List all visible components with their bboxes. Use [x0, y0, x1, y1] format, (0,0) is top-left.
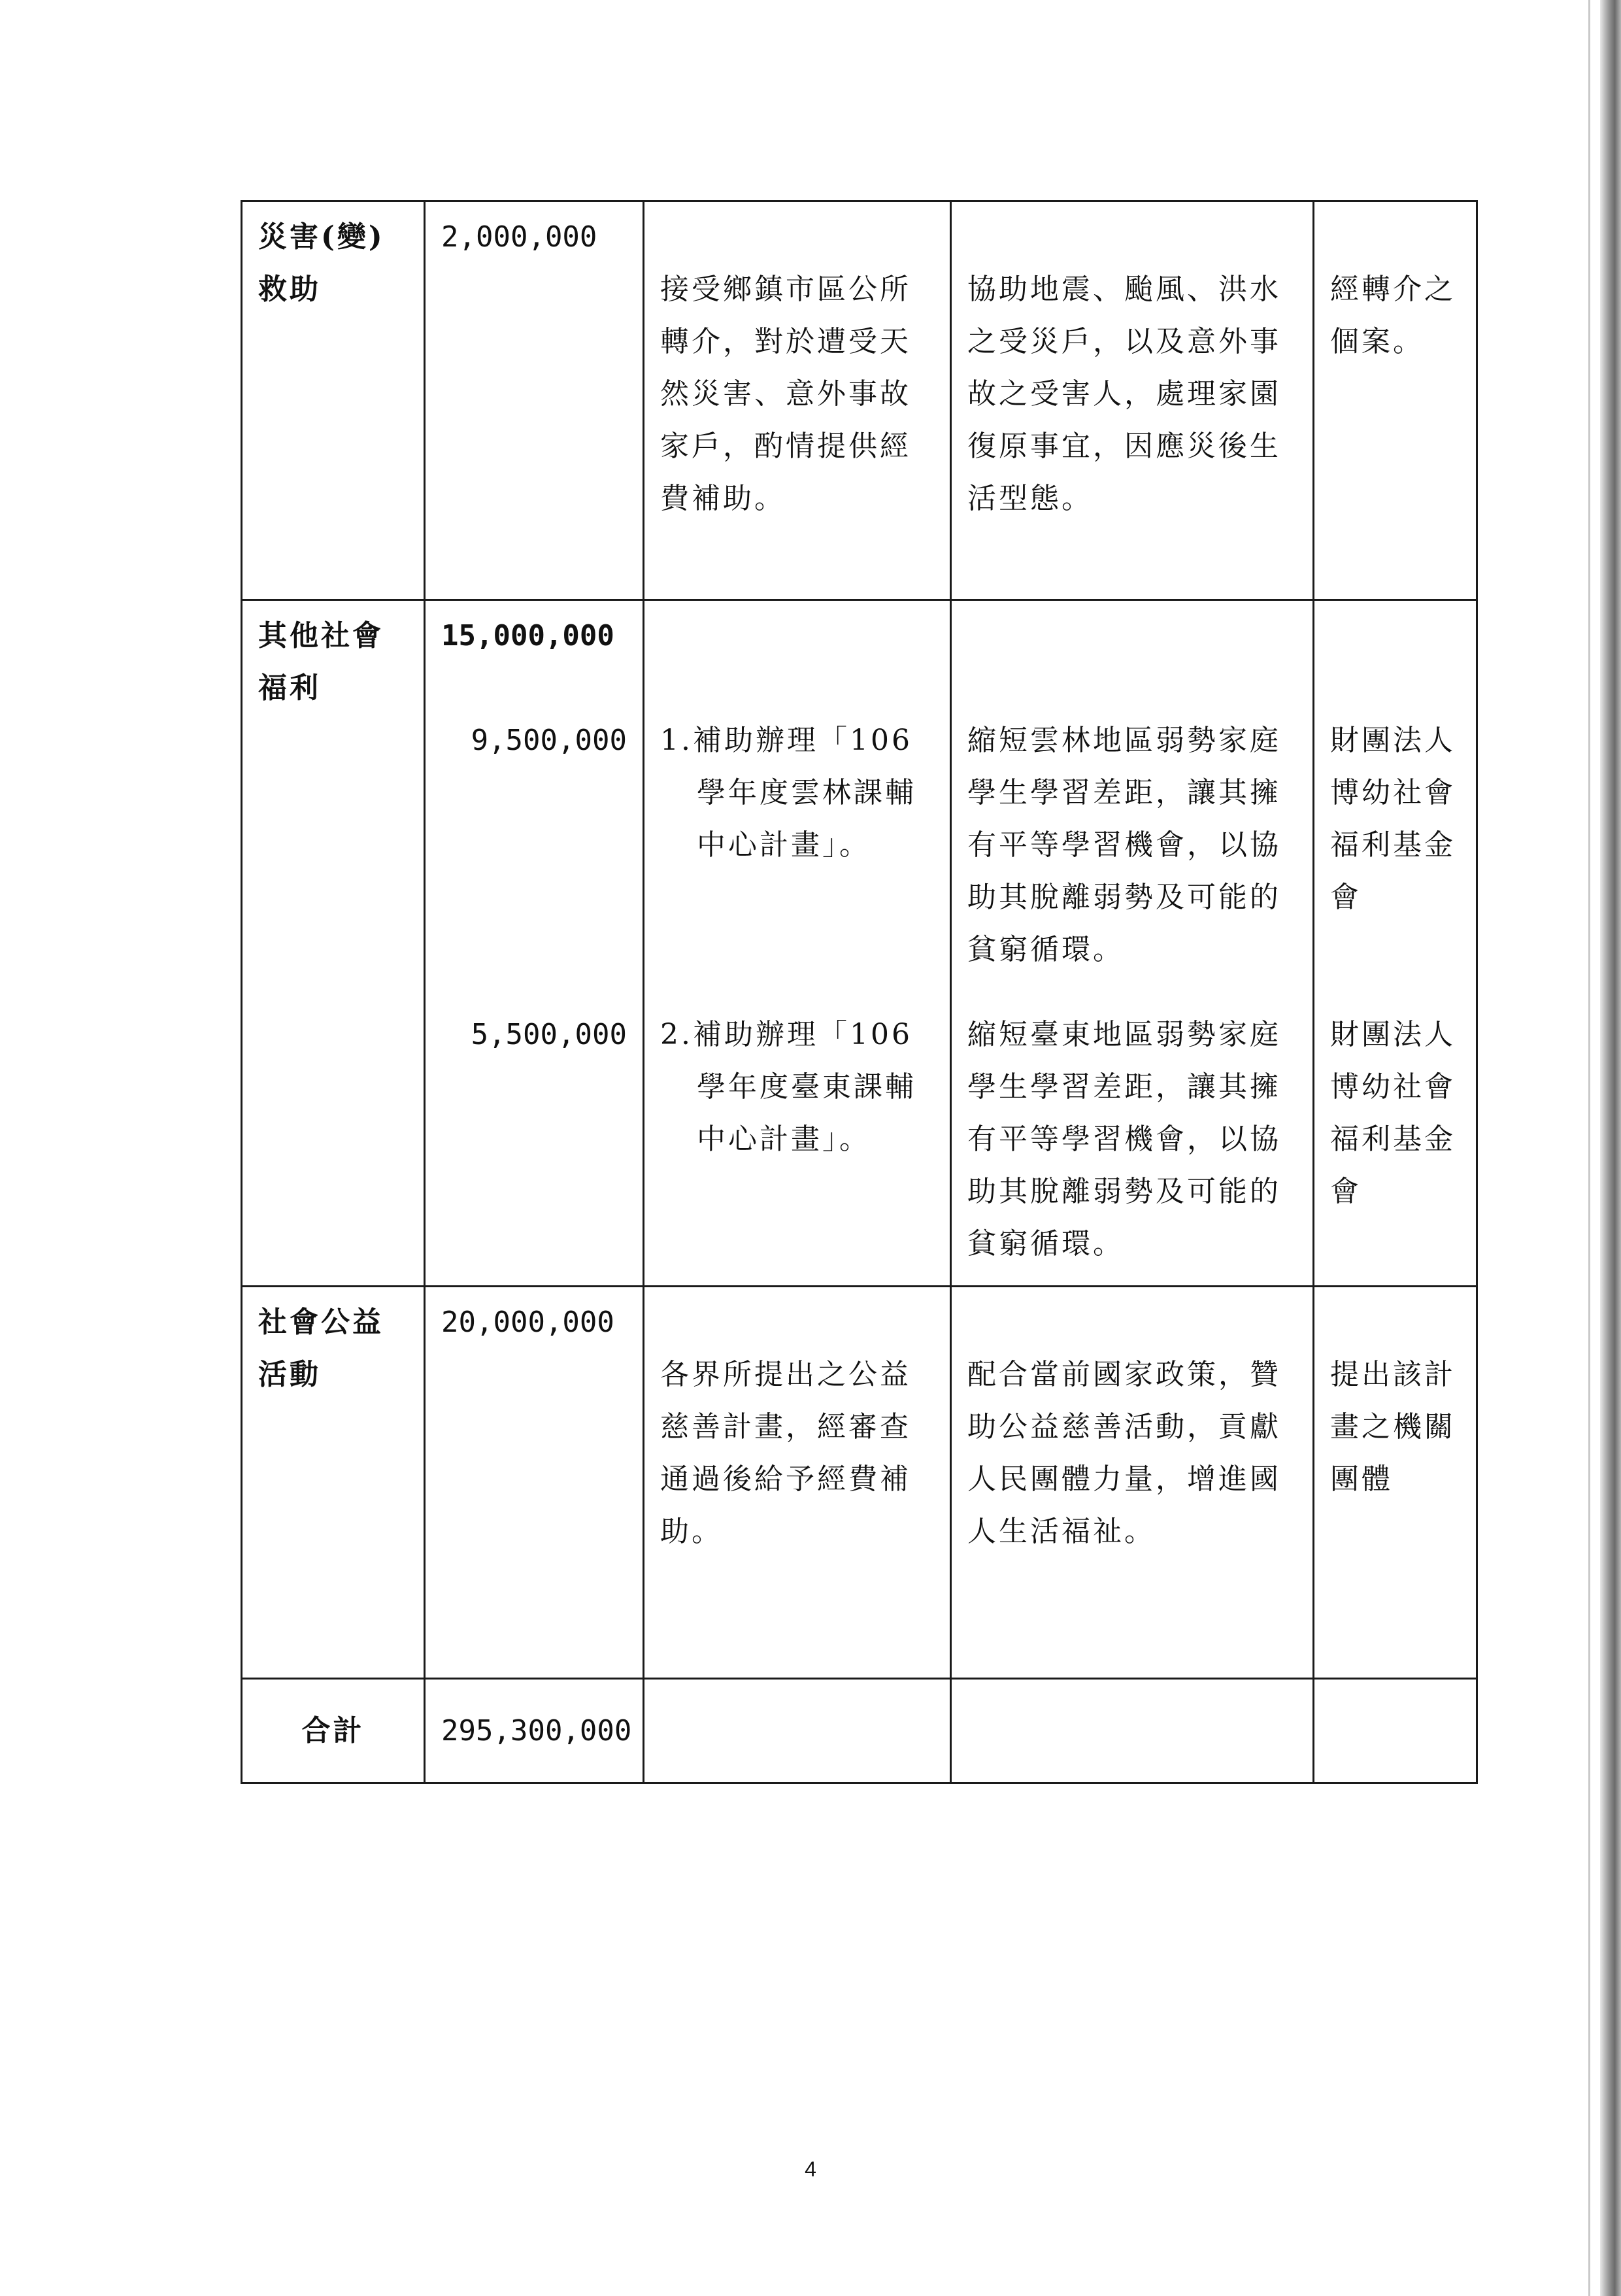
table-row [242, 201, 1477, 600]
purpose-cell [951, 600, 1314, 1287]
recipient-text: 經轉介之個案。 [1330, 273, 1456, 358]
total-amount-cell [425, 1679, 644, 1783]
amount-cell [425, 600, 644, 1287]
page-number: 4 [805, 2157, 816, 2181]
recipient-cell [1314, 201, 1477, 600]
total-label: 合計 [242, 1679, 425, 1783]
recipient-cell [1314, 600, 1477, 1287]
subitem-recipient: 財團法人博幼社會福利基金會 [1330, 1018, 1456, 1208]
scan-edge-line [1588, 0, 1590, 2296]
total-row [242, 1679, 1477, 1783]
amount-cell [425, 1287, 644, 1679]
amount: 20,000,000 [441, 1306, 614, 1339]
content-cell [644, 1287, 951, 1679]
item-name: 災害(變)救助 [242, 201, 425, 600]
content-cell [644, 201, 951, 600]
purpose-text: 協助地震、颱風、洪水之受災戶，以及意外事故之受害人，處理家園復原事宜，因應災後生活型態。 [967, 273, 1281, 515]
subitem-purpose: 縮短雲林地區弱勢家庭學生學習差距，讓其擁有平等學習機會，以協助其脫離弱勢及可能的貧窮循環。 [967, 724, 1281, 966]
content-text: 各界所提出之公益慈善計畫，經審查通過後給予經費補助。 [660, 1358, 911, 1548]
recipient-text: 提出該計畫之機關團體 [1330, 1358, 1456, 1496]
table-row [242, 1287, 1477, 1679]
amount-cell [425, 201, 644, 600]
item-name: 其他社會福利 [242, 600, 425, 1287]
scan-page-edge [1600, 0, 1621, 2296]
subitem-amount: 5,500,000 [471, 1018, 627, 1051]
item-name: 社會公益活動 [242, 1287, 425, 1679]
recipient-cell [1314, 1287, 1477, 1679]
subitem-purpose: 縮短臺東地區弱勢家庭學生學習差距，讓其擁有平等學習機會，以協助其脫離弱勢及可能的貧窮循環。 [967, 1018, 1281, 1260]
purpose-cell [951, 1287, 1314, 1679]
empty-cell [644, 1679, 951, 1783]
empty-cell [1314, 1679, 1477, 1783]
total-amount: 295,300,000 [441, 1714, 632, 1747]
content-cell [644, 600, 951, 1287]
subitem-content: 2.補助辦理「106學年度臺東課輔中心計畫」。 [660, 1018, 916, 1156]
content-text: 接受鄉鎮市區公所轉介，對於遭受天然災害、意外事故家戶，酌情提供經費補助。 [660, 273, 911, 515]
purpose-cell [951, 201, 1314, 600]
subitem-recipient: 財團法人博幼社會福利基金會 [1330, 724, 1456, 914]
subitem-amount: 9,500,000 [471, 724, 627, 757]
amount: 15,000,000 [441, 619, 614, 652]
budget-table [241, 200, 1478, 1784]
amount: 2,000,000 [441, 220, 597, 254]
table-row [242, 600, 1477, 1287]
empty-cell [951, 1679, 1314, 1783]
purpose-text: 配合當前國家政策，贊助公益慈善活動，貢獻人民團體力量，增進國人生活福祉。 [967, 1358, 1281, 1548]
subitem-content: 1.補助辦理「106學年度雲林課輔中心計畫」。 [660, 724, 916, 862]
